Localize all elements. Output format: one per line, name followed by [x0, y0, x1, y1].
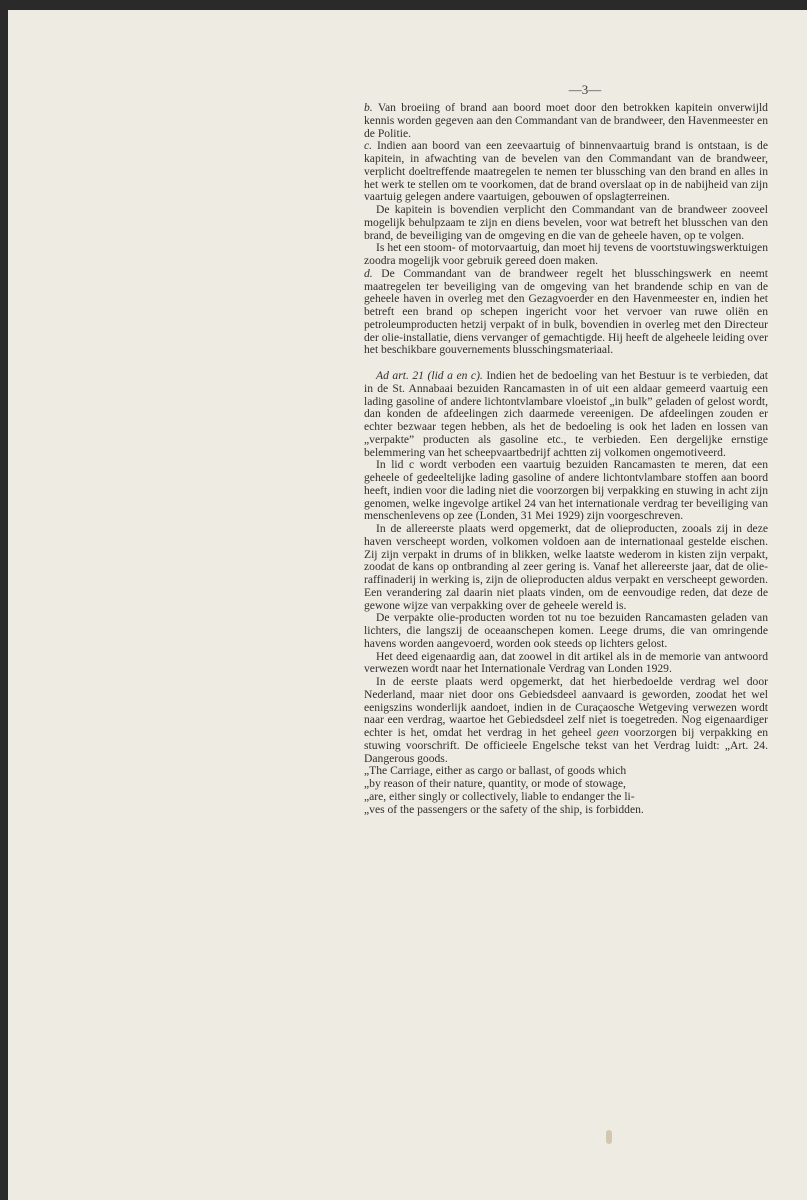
paragraph-d [364, 268, 768, 357]
paragraph-deed: Het deed eigenaardig aan, dat zoowel in dit artikel als in de memorie van antwoord verwezen wordt naar het Internationale Verdrag van Londen 1929. [364, 649, 768, 676]
text-d: De Commandant van de brandweer regelt het blusschingswerk en neemt maatregelen ter beveiliging van de omgeving van het brandende schip en van de geheele haven in overleg met den Gezagvoerder en den Havenmeester en, indien het betreft een brand op schepen ingericht voor het vervoer van ruwe oliën en petroleumproducten hetzij verpakt of in bulk, bovendien in overleg met den Directeur der olie-installatie, diens vervanger of gemachtigde. Hij heeft de algeheele leiding over het beschikbare gouvernements blusschingsmateriaal. [364, 266, 769, 357]
quote-line-3: „are, either singly or collectively, liable to endanger the li- [364, 789, 635, 803]
text-b: Van broeiing of brand aan boord moet door den betrokken kapitein onverwijld kennis worden gegeven aan den Commandant van de brandweer, den Havenmeester en de Politie. [364, 101, 768, 140]
paragraph-first: In de allereerste plaats werd opgemerkt, dat de olieproducten, zooals zij in deze haven verscheept worden, volkomen voldoen aan de internationaal gestelde eischen. Zij zijn verpakt in drums of in blikken, welke laatste wederom in kisten zijn verpakt, zoodat de kans op ontbranding al zeer gering is. Vanaf het allereerste jaar, dat de olie-raffinaderij in werking is, zijn de olieproducten aldus verpakt en verscheept geworden. Een verandering zal daarin niet plaats vinden, om de eenvoudige reden, dat deze de gewone wijze van verpakking over de geheele wereld is. [364, 522, 768, 612]
quote-line-1: „The Carriage, either as cargo or ballast, of goods which [364, 764, 627, 778]
text-c: Indien aan boord van een zeevaartuig of binnenvaartuig brand is ontstaan, is de kapitein, in afwachting van de bevelen van den Commandant van de brandweer, verplicht doeltreffende maatregelen te nemen ter blussching van den brand en alles in het werk te stellen om te voorkomen, dat de brand overslaat op in de nabijheid van zijn vaartuig gelegen andere vaartuigen, gebouwen of opslagterreinen. [364, 139, 769, 204]
paragraph-eerste [364, 676, 768, 765]
quote-line-2: „by reason of their nature, quantity, or mode of stowage, [364, 777, 626, 790]
paragraph-verpakte: De verpakte olie-producten worden tot nu toe bezuiden Rancamasten geladen van lichters, die langszij de oceaanschepen komen. Leege drums, die van omringende havens worden aangevoerd, worden ook steeds op lichters gelost. [364, 611, 768, 650]
art21-text: Indien het de bedoeling van het Bestuur is te verbieden, dat in de St. Annabaai bezuiden Rancamasten in of uit een aldaar gemeerd vaartuig een lading gasoline of andere lichtontvlambare vloeistof „in bulk” geladen of gelost wordt, dan konden de afdeelingen zich daarmede vereenigen. De afdeelingen zouden er echter bezwaar tegen hebben, als het de bedoeling is ook het laden en lossen van „verpakte” producten als gasoline etc., te verbieden. Een dergelijke ernstige belemmering van het scheepvaartbedrijf achtten zij volkomen ongemotiveerd. [364, 369, 768, 459]
paper-stain [606, 1130, 612, 1144]
eerste-text-b: voorzorgen bij verpakking en stuwing voorschrift. De officieele Engelsche tekst van het Verdrag luidt: „Art. 24. Dangerous goods. [364, 726, 769, 765]
eerste-text-a: In de eerste plaats werd opgemerkt, dat het hierbedoelde verdrag wel door Nederland, maar niet door ons Gebiedsdeel aanvaard is geworden, zoodat het wel eenigszins wonderlijk aandoet, indien in de Curaçaosche Wetgeving verwezen wordt naar een verdrag, waartoe het Gebiedsdeel zelf niet is toegetreden. Nog eigenaardiger echter is het, omdat het verdrag in het geheel [364, 675, 768, 739]
art21-label: Ad art. 21 (lid a en c). [376, 369, 483, 382]
paragraph-c [364, 140, 768, 204]
paragraph-art21 [364, 370, 768, 459]
paragraph-c3: Is het een stoom- of motorvaartuig, dan moet hij tevens de voortstuwingswerktuigen zoodra mogelijk voor gebruik gereed doen maken. [364, 241, 768, 267]
label-d: d. [364, 266, 373, 280]
quote-line-4: „ves of the passengers or the safety of the ship, is forbidden. [364, 802, 644, 816]
eerste-geen: geen [596, 726, 619, 739]
label-b: b. [364, 101, 373, 114]
page-number: —3— [568, 82, 602, 97]
paragraph-c2: De kapitein is bovendien verplicht den Commandant van de brandweer zooveel mogelijk behulpzaam te zijn en diens bevelen, voor wat betreft het blusschen van den brand, de beveiliging van de omgeving en die van de geheele haven, op te volgen. [364, 203, 768, 242]
paragraph-lid-c: In lid c wordt verboden een vaartuig bezuiden Rancamasten te meren, dat een geheele of gedeeltelijke lading gasoline of andere lichtontvlambare stoffen aan boord heeft, indien voor die lading niet die voorzorgen bij verpakking en stuwing in acht zijn genomen, welke ingevolge artikel 24 van het internationale verdrag ter beveiliging van menschenlevens op zee (Londen, 31 Mei 1929) zijn voorgeschreven. [364, 458, 768, 523]
body-text [364, 102, 768, 816]
paragraph-b [364, 102, 768, 140]
label-c: c. [364, 139, 373, 153]
document-page [8, 10, 807, 1200]
